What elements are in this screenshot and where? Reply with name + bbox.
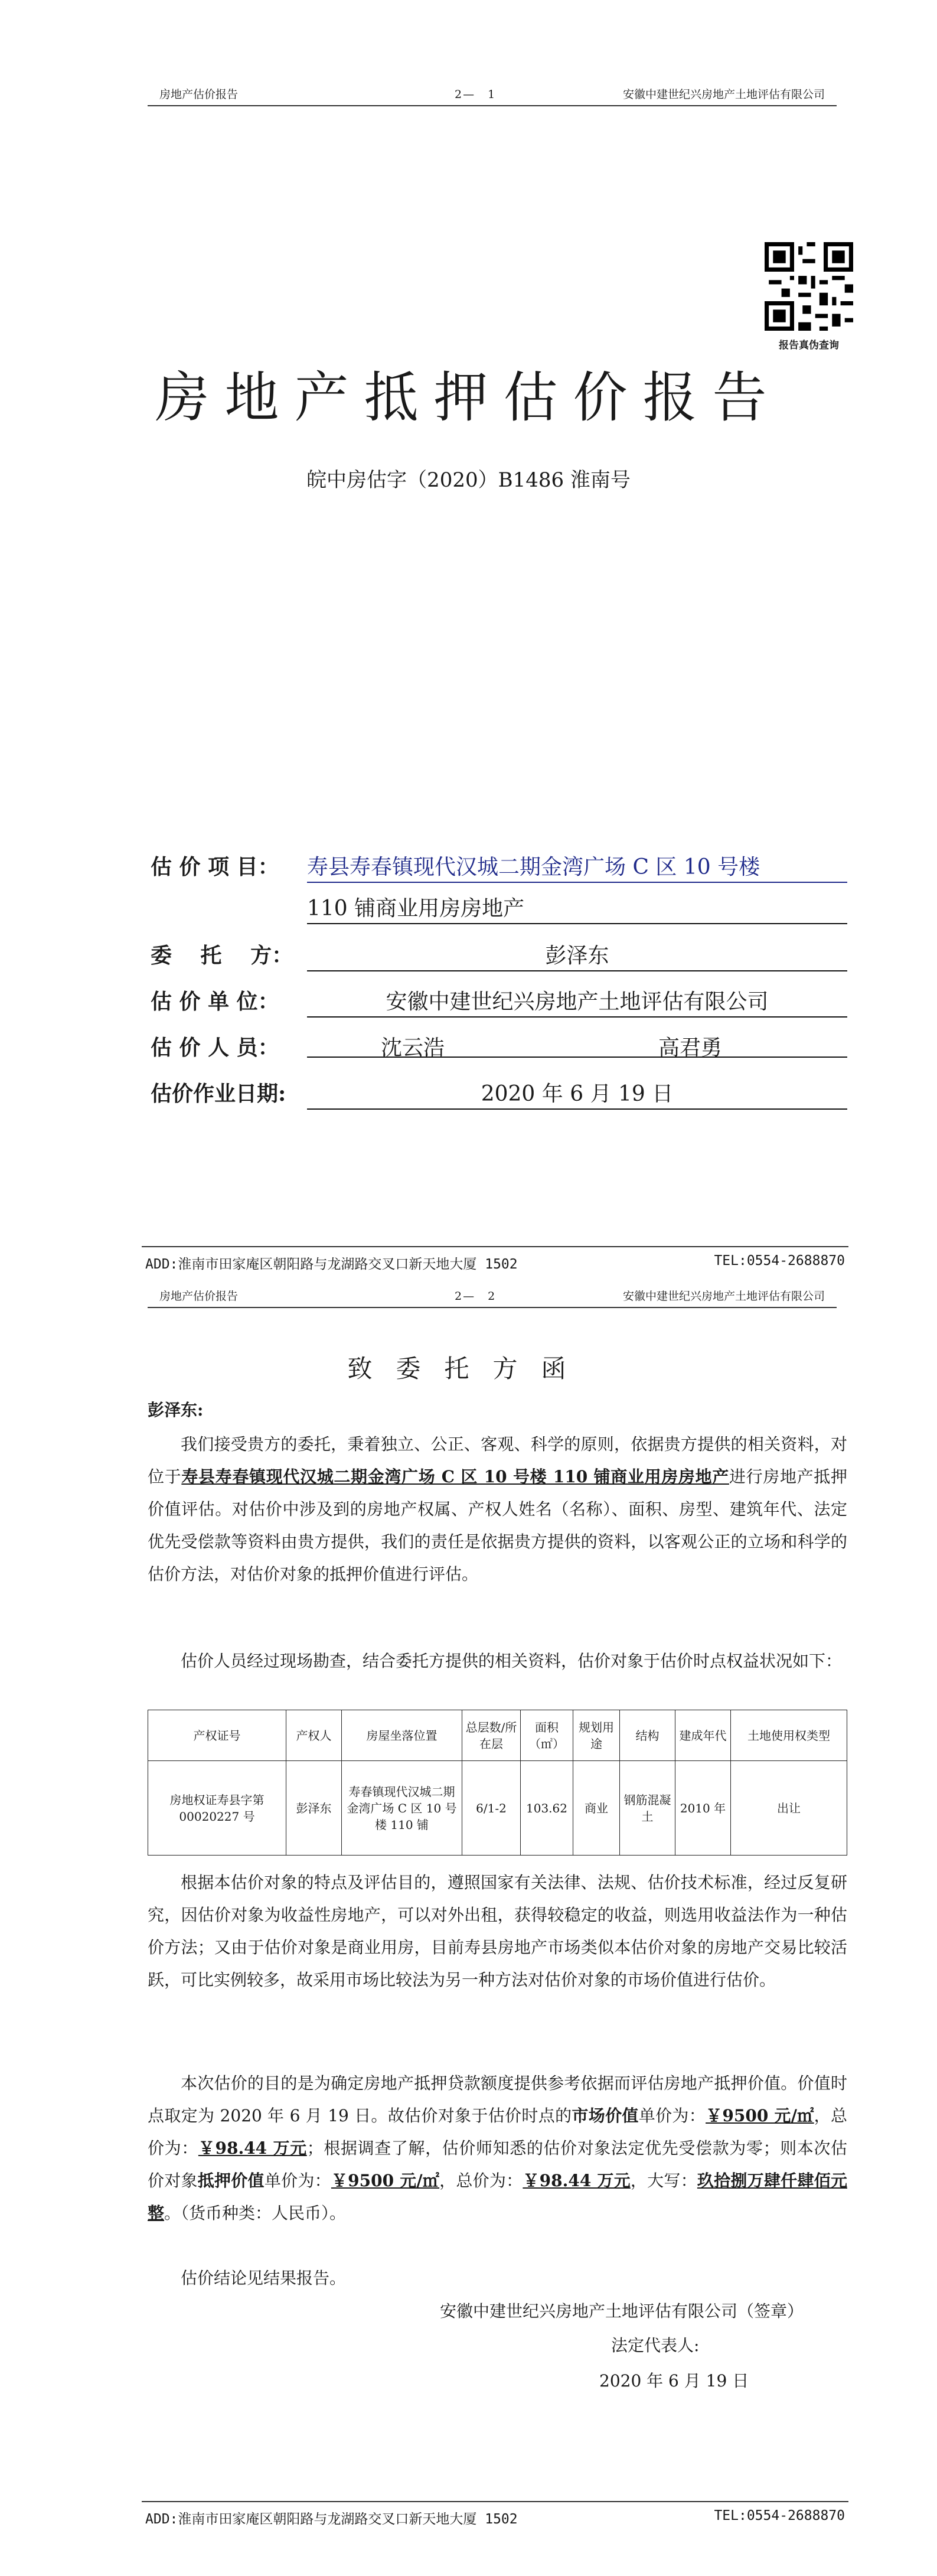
staff-1: 沈云浩 — [381, 1036, 445, 1060]
project-value-line1: 寿县寿春镇现代汉城二期金湾广场 C 区 10 号楼 — [307, 850, 847, 883]
signature-company: 安徽中建世纪兴房地产土地评估有限公司（签章） — [440, 2301, 804, 2321]
p4-text: 。（货币种类：人民币）。 — [164, 2203, 347, 2223]
page-footer — [142, 1246, 848, 1270]
th-floors: 总层数/所在层 — [462, 1710, 521, 1761]
td-area: 103.62 — [521, 1761, 573, 1856]
paragraph-4 — [148, 2067, 847, 2229]
paragraph-3: 根据本估价对象的特点及评估目的，遵照国家有关法律、法规、估价技术标准，经过反复研究，因估价对象为收益性房地产，可以对外出租，获得较稳定的收益，则选用收益法作为一种估价方法；又由于估价对象是商业用房，目前寿县房地产市场类似本估价对象的房地产交易比较活跃，可比实例较多，故采用市场比较法为另一种方法对估价对象的市场价值进行估价。 — [148, 1873, 847, 1990]
table-header-row — [148, 1710, 847, 1761]
header-page-number: 2— 1 — [455, 88, 497, 101]
paragraph-2: 估价人员经过现场勘查，结合委托方提供的相关资料，估价对象于估价时点权益状况如下： — [181, 1651, 843, 1671]
th-owner: 产权人 — [286, 1710, 342, 1761]
field-project — [151, 850, 859, 880]
p4-text: ，总价为： — [148, 2106, 847, 2158]
th-cert: 产权证号 — [148, 1710, 286, 1761]
client-label: 委 托 方： — [151, 943, 293, 968]
paragraph-1 — [148, 1428, 847, 1590]
field-project-cont — [151, 892, 859, 921]
property-info-table — [148, 1710, 847, 1856]
header-right: 安徽中建世纪兴房地产土地评估有限公司 — [622, 88, 825, 101]
document-number: 皖中房估字（2020）B1486 淮南号 — [306, 468, 631, 492]
date-label: 估价作业日期: — [151, 1081, 286, 1106]
td-location: 寿春镇现代汉城二期金湾广场 C 区 10 号楼 110 铺 — [342, 1761, 462, 1856]
signature-representative: 法定代表人: — [611, 2336, 700, 2355]
th-year: 建成年代 — [675, 1710, 731, 1761]
p4-text: 单价为： — [264, 2171, 331, 2190]
project-value-line2: 110 铺商业用房房地产 — [307, 892, 847, 924]
td-floors: 6/1-2 — [462, 1761, 521, 1856]
header-left: 房地产估价报告 — [159, 88, 239, 101]
client-value: 彭泽东 — [307, 939, 847, 971]
p4-text: 本次估价的目的是为确定房地产抵押贷款额度提供参考依据而评估房地产抵押价值。价值时点取定为 2020 年 6 月 19 日。故估价对象于估价时点的 — [148, 2073, 847, 2125]
page-1 — [0, 0, 937, 1276]
td-land-right: 出让 — [731, 1761, 847, 1856]
staff-2: 高君勇 — [658, 1036, 723, 1060]
p1-property: 寿县寿春镇现代汉城二期金湾广场 C 区 10 号楼 110 铺商业用房房地产 — [181, 1467, 729, 1486]
letter-title: 致委托方函 — [347, 1354, 590, 1383]
td-owner: 彭泽东 — [286, 1761, 342, 1856]
org-value: 安徽中建世纪兴房地产土地评估有限公司 — [307, 985, 847, 1018]
p4-mortgage-value-label: 抵押价值 — [197, 2171, 265, 2190]
field-date — [151, 1077, 859, 1107]
p4-amount-in-words: 玖拾捌万肆仟肆佰元整 — [148, 2171, 847, 2223]
th-structure: 结构 — [620, 1710, 675, 1761]
qr-caption: 报告真伪查询 — [779, 340, 839, 351]
footer-tel: TEL:0554-2688870 — [714, 2508, 845, 2523]
td-use: 商业 — [573, 1761, 620, 1856]
org-label: 估 价 单 位： — [151, 989, 279, 1014]
p4-mortgage-total: ￥98.44 万元 — [523, 2171, 631, 2190]
p4-text: ；根据调查了解，估价师知悉的估价对象法定优先受偿款为零；则本次估价对象 — [148, 2138, 847, 2190]
header-page-number: 2— 2 — [455, 1290, 497, 1303]
header-left: 房地产估价报告 — [159, 1290, 239, 1303]
field-staff — [151, 1031, 859, 1061]
footer-tel: TEL:0554-2688870 — [714, 1253, 845, 1269]
table-row — [148, 1761, 847, 1856]
p4-market-unit-price: ￥9500 元/㎡ — [706, 2106, 814, 2125]
header-right: 安徽中建世纪兴房地产土地评估有限公司 — [622, 1290, 825, 1303]
page-header — [148, 1284, 837, 1308]
p4-market-total: ￥98.44 万元 — [198, 2138, 307, 2158]
qr-code-icon[interactable] — [765, 242, 853, 331]
td-structure: 钢筋混凝土 — [620, 1761, 675, 1856]
signature-date: 2020 年 6 月 19 日 — [599, 2371, 749, 2391]
field-org — [151, 985, 859, 1015]
p4-text: 单价为： — [638, 2106, 706, 2125]
project-label: 估 价 项 目： — [151, 855, 279, 879]
paragraph-5: 估价结论见结果报告。 — [181, 2268, 347, 2288]
salutation: 彭泽东: — [148, 1400, 204, 1420]
date-value: 2020 年 6 月 19 日 — [307, 1077, 847, 1110]
footer-address: ADD:淮南市田家庵区朝阳路与龙湖路交叉口新天地大厦 1502 — [145, 1257, 518, 1272]
td-cert: 房地权证寿县字第 00020227 号 — [148, 1761, 286, 1856]
p4-text: ，大写： — [630, 2171, 697, 2190]
th-land-right: 土地使用权类型 — [731, 1710, 847, 1761]
th-location: 房屋坐落位置 — [342, 1710, 462, 1761]
staff-label: 估 价 人 员： — [151, 1035, 279, 1060]
footer-address: ADD:淮南市田家庵区朝阳路与龙湖路交叉口新天地大厦 1502 — [145, 2512, 518, 2527]
p4-text: ，总价为： — [439, 2171, 523, 2190]
td-year: 2010 年 — [675, 1761, 731, 1856]
page-footer — [142, 2501, 848, 2525]
report-title: 房地产抵押估价报告 — [155, 366, 782, 429]
th-area: 面积（㎡） — [521, 1710, 573, 1761]
th-use: 规划用途 — [573, 1710, 620, 1761]
field-client — [151, 939, 859, 969]
p1-text-a: 我们接受贵方的委托，秉着独立、公正、客观、科学的原则，依据贵方提供的相关资料，对位于 — [148, 1434, 847, 1486]
page-header — [148, 83, 837, 106]
p4-market-value-label: 市场价值 — [572, 2106, 639, 2125]
p1-text-c: 进行房地产抵押价值评估。对估价中涉及到的房地产权属、产权人姓名（名称）、面积、房型、建筑年代、法定优先受偿款等资料由贵方提供，我们的责任是依据贵方提供的资料，以客观公正的立场和科学的估价方法，对估价对象的抵押价值进行评估。 — [148, 1467, 847, 1584]
p4-mortgage-unit-price: ￥9500 元/㎡ — [331, 2171, 440, 2190]
